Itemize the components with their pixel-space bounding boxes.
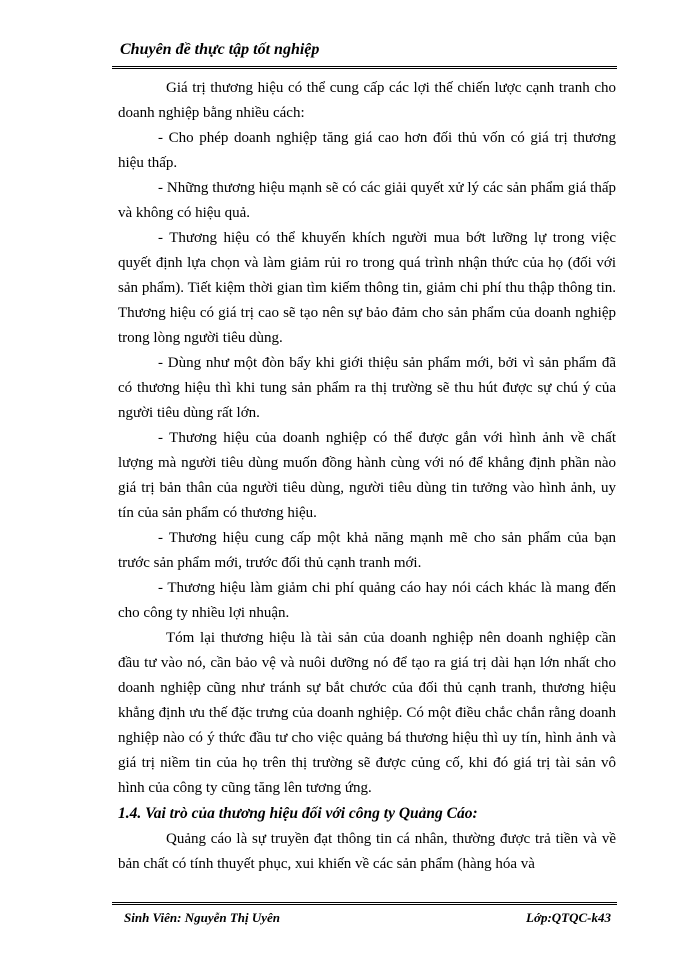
footer-class: Lớp:QTQC-k43 [526, 910, 611, 925]
bullet-paragraph: - Những thương hiệu mạnh sẽ có các giải quyết xử lý các sản phẩm giá thấp và không có hiệu quả. [118, 180, 616, 221]
header-title: Chuyên đề thực tập tốt nghiệp [120, 41, 320, 58]
bullet-paragraph: - Thương hiệu của doanh nghiệp có thể được gắn với hình ảnh về chất lượng mà người tiêu dùng muốn đồng hành cùng với nó để khẳng định phần nào giá trị bản thân của người tiêu dùng, người tiêu dùng tin tưởng vào hình ảnh, uy tín của sản phẩm có thương hiệu. [118, 430, 616, 521]
footer-student-name: Sinh Viên: Nguyễn Thị Uyên [124, 910, 281, 925]
bullet-paragraph: - Dùng như một đòn bẩy khi giới thiệu sản phẩm mới, bởi vì sản phẩm đã có thương hiệu thì khi tung sản phẩm ra thị trường sẽ thu hút được sự chú ý của người tiêu dùng rất lớn. [118, 355, 616, 421]
page-header [112, 40, 617, 69]
bullet-paragraph: - Thương hiệu làm giảm chi phí quảng cáo hay nói cách khác là mang đến cho công ty nhiều lợi nhuận. [118, 580, 616, 621]
bullet-paragraph: - Thương hiệu cung cấp một khả năng mạnh mẽ cho sản phẩm của bạn trước sản phẩm mới, trước đối thủ cạnh tranh mới. [118, 530, 616, 571]
intro-paragraph: Giá trị thương hiệu có thể cung cấp các lợi thế chiến lược cạnh tranh cho doanh nghiệp bằng nhiều cách: [118, 80, 616, 121]
page-footer [112, 902, 617, 933]
bullet-paragraph: - Thương hiệu có thể khuyến khích người mua bớt lưỡng lự trong việc quyết định lựa chọn và làm giảm rủi ro trong quá trình nhận thức của họ (đối với sản phẩm). Tiết kiệm thời gian tìm kiếm thông tin, giảm chi phí thu thập thông tin. Thương hiệu có giá trị cao sẽ tạo nên sự bảo đảm cho sản phẩm của doanh nghiệp trong lòng người tiêu dùng. [118, 230, 616, 346]
conclusion-paragraph: Tóm lại thương hiệu là tài sản của doanh nghiệp nên doanh nghiệp cần đầu tư vào nó, cần bảo vệ và nuôi dưỡng nó để tạo ra giá trị dài hạn lớn nhất cho doanh nghiệp cũng như tránh sự bắt chước của đối thủ cạnh tranh, thương hiệu khẳng định ưu thế đặc trưng của doanh nghiệp. Có một điều chắc chắn rằng doanh nghiệp nào có ý thức đầu tư cho việc quảng bá thương hiệu thì uy tín, hình ảnh và giá trị niềm tin của họ trên thị trường sẽ được củng cố, khi đó giá trị tài sản vô hình của công ty cũng tăng lên tương ứng. [118, 630, 616, 796]
bullet-paragraph: - Cho phép doanh nghiệp tăng giá cao hơn đối thủ vốn có giá trị thương hiệu thấp. [118, 130, 616, 171]
section-paragraph: Quảng cáo là sự truyền đạt thông tin cá nhân, thường được trả tiền và về bản chất có tính thuyết phục, xui khiến về các sản phẩm (hàng hóa và [118, 831, 616, 872]
section-heading: 1.4. Vai trò của thương hiệu đối với công ty Quảng Cáo: [118, 805, 478, 822]
document-body [118, 76, 616, 877]
